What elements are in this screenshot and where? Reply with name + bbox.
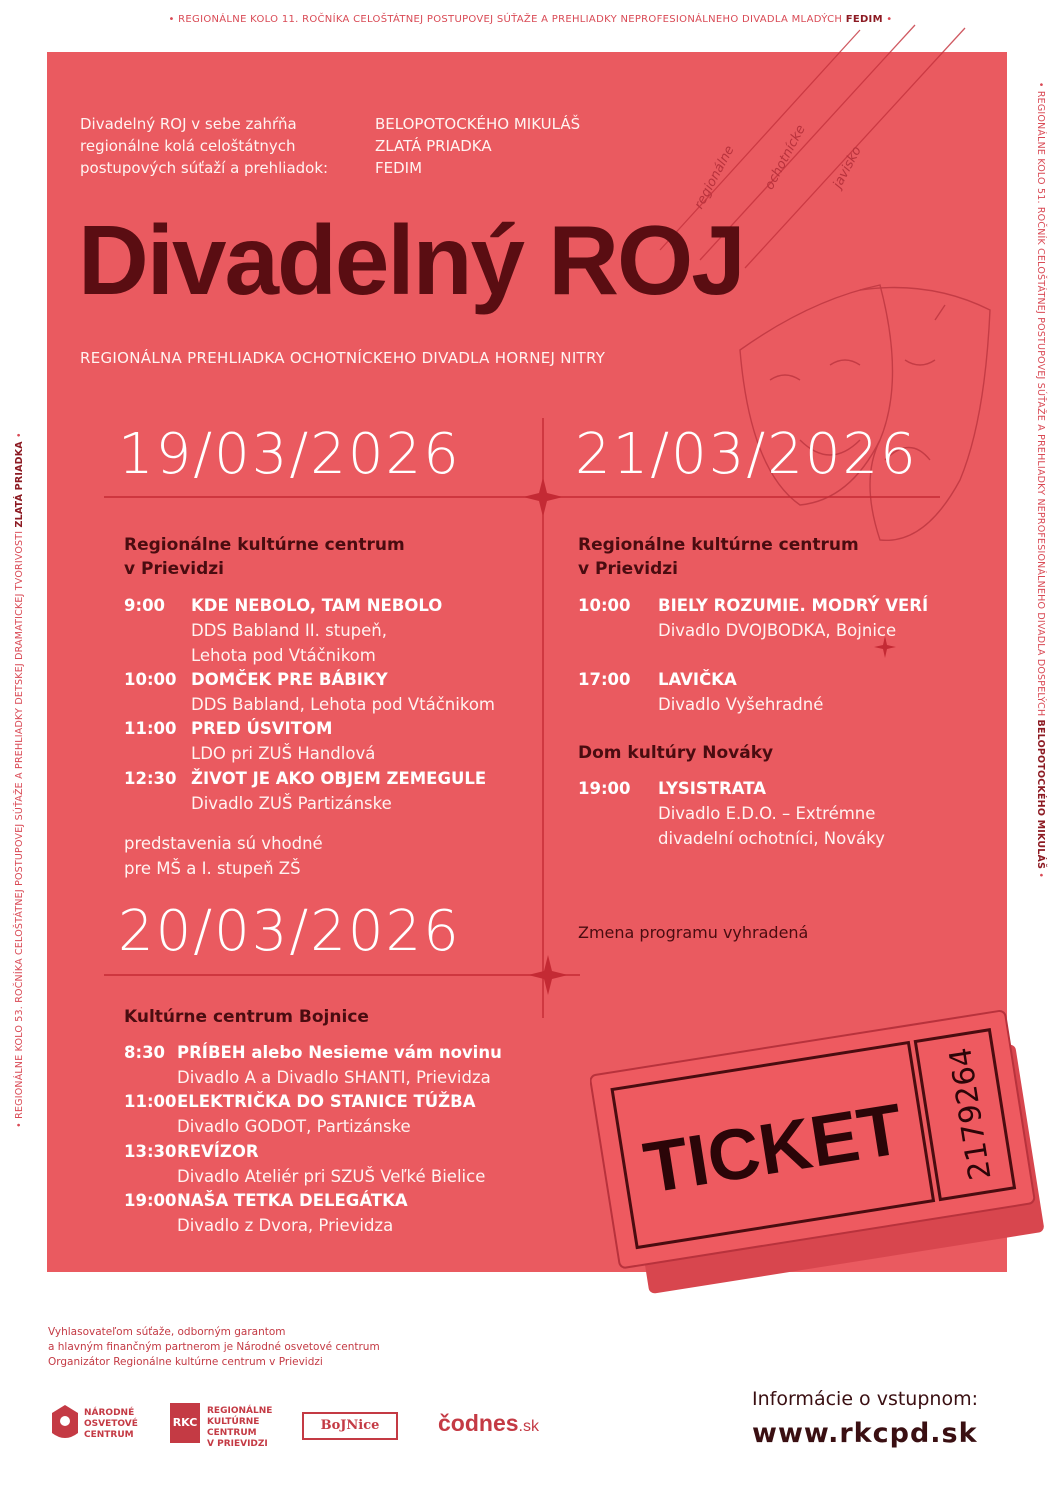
venue-day-3: Regionálne kultúrne centrum v Prievidzi <box>578 535 859 579</box>
rkc-logo-text: REGIONÁLNE KULTÚRNE CENTRUM V PRIEVIDZI <box>207 1406 273 1449</box>
intro-text: Divadelný ROJ v sebe zahŕňa regionálne kolá celoštátnych postupových súťaží a prehliadok: <box>80 115 329 177</box>
ticket-graphic <box>590 1005 1060 1305</box>
date-day-2: 20/03/2026 <box>118 899 461 964</box>
info-label: Informácie o vstupnom: <box>752 1388 978 1410</box>
arc-word-1: regionálne <box>691 143 738 212</box>
noc-logo-text: NÁRODNÉ OSVETOVÉ CENTRUM <box>84 1408 138 1440</box>
date-day-3: 21/03/2026 <box>575 422 918 487</box>
codnes-logo: čodnes.sk <box>438 1410 539 1436</box>
competition-list: BELOPOTOCKÉHO MIKULÁŠ ZLATÁ PRIADKA FEDIM <box>375 115 581 177</box>
ticket-label: TICKET <box>638 1089 909 1209</box>
program-change-note: Zmena programu vyhradená <box>578 923 809 942</box>
page-title: Divadelný ROJ <box>78 205 744 315</box>
venue-day-2: Kultúrne centrum Bojnice <box>124 1007 369 1027</box>
rkc-logo-mark: RKC <box>170 1403 200 1443</box>
venue-day-3-second: Dom kultúry Nováky <box>578 743 774 763</box>
side-text-left: • REGIONÁLNE KOLO 53. ROČNÍKA CELOŠTÁTNEJ POSTUPOVEJ SÚŤAŽE A PREHLIADKY DETSKEJ DRAMATICKEJ TVORIVOSTI ZLATÁ PRIADKA • <box>14 432 25 1128</box>
subtitle: REGIONÁLNA PREHLIADKA OCHOTNÍCKEHO DIVADLA HORNEJ NITRY <box>80 349 606 367</box>
side-text-right: • REGIONÁLNE KOLO 51. ROČNÍK CELOŠTÁTNEJ POSTUPOVEJ SÚŤAŽE A PREHLIADKY NEPROFESIONÁLNEHO DIVADLA DOSPELÝCH BELOPOTOCKÉHO MIKULÁŠ • <box>1035 81 1046 879</box>
bojnice-logo: BoJNice <box>302 1412 398 1440</box>
arc-word-3: javisko <box>830 144 865 191</box>
noc-logo-icon <box>50 1403 80 1443</box>
theatre-masks-icon <box>740 285 990 540</box>
ticket-number: 2179264 <box>943 1044 999 1183</box>
info-url-link[interactable]: www.rkcpd.sk <box>752 1418 978 1449</box>
day-1-note: predstavenia sú vhodné pre MŠ a I. stupeň ZŠ <box>124 834 323 878</box>
arc-word-2: ochotnícke <box>762 122 809 193</box>
date-day-1: 19/03/2026 <box>118 422 461 487</box>
top-strip: • REGIONÁLNE KOLO 11. ROČNÍKA CELOŠTÁTNEJ POSTUPOVEJ SÚŤAŽE A PREHLIADKY NEPROFESIONÁLNEHO DIVADLA MLADÝCH FEDIM • <box>168 14 893 25</box>
venue-day-1: Regionálne kultúrne centrum v Prievidzi <box>124 535 405 579</box>
footer-organizers: Vyhlasovateľom súťaže, odborným garantom a hlavným finančným partnerom je Národné osvetové centrum Organizátor Regionálne kultúrne centrum v Prievidzi <box>48 1326 380 1368</box>
